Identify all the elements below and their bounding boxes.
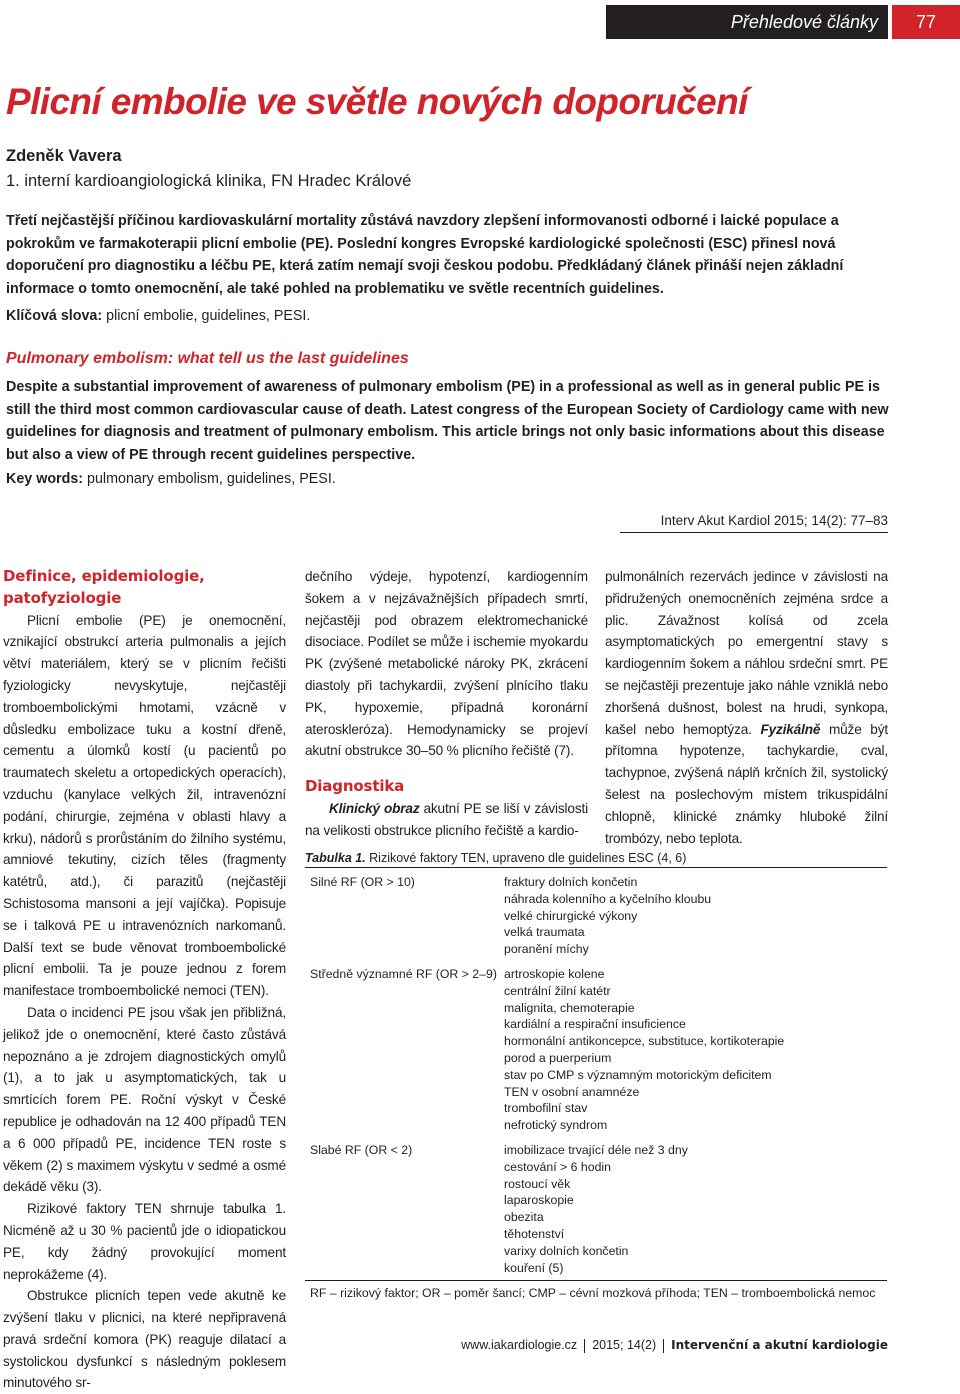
section-heading-definition: Definice, epidemiologie, patofyziologie [3, 567, 205, 607]
table-item: náhrada kolenního a kyčelního kloubu [504, 891, 712, 906]
footer-journal: Intervenční a akutní kardiologie [671, 1338, 888, 1352]
table-top-rule [305, 867, 887, 868]
table-item: nefrotický syndrom [504, 1118, 608, 1133]
footer-separator [584, 1339, 585, 1353]
keywords-en-value: pulmonary embolism, guidelines, PESI. [83, 471, 336, 487]
paragraph-text: akutní PE se liší v závislosti na velikosti obstrukce plicního řečiště a kardio- [305, 800, 588, 838]
table-item: hormonální antikoncepce, substituce, kortikoterapie [504, 1034, 785, 1049]
table-bottom-rule [305, 1280, 887, 1281]
table-group-items [504, 874, 711, 958]
abstract-cz: Třetí nejčastější příčinou kardiovaskulární mortality zůstává navzdory zlepšení informovanosti odborné i laické populace a pokrokům ve farmakoterapii plicní embolie (PE). Poslední kongres Evropské kardiologické společnosti (ESC) přinesl nová doporučení pro diagnostiku a léčbu PE, která zatím nemají svoji českou podobu. Předkládaný článek přináší nejen základní informace o tomto onemocnění, ale také pohled na problematiku ve světle recentních guidelines. [6, 213, 844, 297]
table-group-label: Slabé RF (OR < 2) [310, 1143, 413, 1157]
citation: Interv Akut Kardiol 2015; 14(2): 77–83 [660, 513, 888, 528]
table-group-label: Středně významné RF (OR > 2–9) [310, 967, 497, 981]
paragraph: dečního výdeje, hypotenzí, kardiogenním šokem a v nejzávažnějších případech smrtí, nejčastěji pod obrazem elektromechanické disociace. Podílet se může i ischemie myokardu PK (zvýšené metabolické nároky PK, zkrácení diastoly při tachykardii, zvýšení plnícího tlaku PK, hypoxemie, případná koronární ateroskleróza). Hemodynamicky se projeví akutní obstrukce 30–50 % plicního řečiště (7). [305, 569, 588, 759]
paragraph: Plicní embolie (PE) je onemocnění, vznikající obstrukcí arteria pulmonalis a jejích větví materiálem, který se v plicním řečišti fyziologicky nevyskytuje, nejčastěji tromboembolickými hmotami, vzácně v důsledku embolizace tuku a kostní dřeně, cementu a úlomků kostí (u pacientů po traumatech skeletu a ortopedických operacích), vzduchu (kanylace velkých žil, intravenózní podání, chirurgie, zejména v oblasti hlavy a krku), nádorů s prorůstáním do žilního systému, amniové tekutiny, cizích těles (fragmenty katétrů, atd.), či parazitů (nejčastěji Schistosoma mansoni a její vajíčka). Popisuje se i talková PE u intravenózních narkomanů. Další text se bude věnovat tromboembolické plicní embolii. Ta je pouze jednou z forem manifestace tromboembolické nemoci (TEN). [3, 612, 286, 999]
paragraph-text: pulmonálních rezervách jedince v závislosti na přidružených onemocněních zejména srdce a plic. Závažnost kolísá od zcela asymptomatických po emergentní stavy s kardiogenním šokem a náhlou srdeční smrt. PE se nejčastěji prezentuje jako náhle vzniklá nebo zhoršená dušnost, bolest na hrudi, synkopa, kašel nebo hemoptýza. [605, 569, 888, 737]
column-3 [605, 566, 888, 849]
english-title: Pulmonary embolism: what tell us the last guidelines [6, 350, 409, 367]
affiliation: 1. interní kardioangiologická klinika, FN Hradec Králové [6, 172, 412, 190]
keywords-cz-value: plicní embolie, guidelines, PESI. [102, 308, 311, 324]
table-item: těhotenství [504, 1226, 565, 1241]
footer-separator [663, 1339, 664, 1353]
table-item: stav po CMP s významným motorickým deficitem [504, 1067, 772, 1082]
table-item: varixy dolních končetin [504, 1243, 629, 1258]
paragraph: Data o incidenci PE jsou však jen přibližná, jelikož jde o onemocnění, které často zůstává nepoznáno a je zdrojem diagnostických omylů (1), a to jak u asymptomatických, tak u smrtících forem PE. Roční výskyt v České republice je odhadován na 12 400 případů TEN a 6 000 případů PE, incidence TEN roste s věkem (2) s maximem výskytu v sedmé a osmé dekádě věku (3). [3, 1004, 286, 1195]
table-item: cestování > 6 hodin [504, 1159, 611, 1174]
table-group-items [504, 966, 784, 1134]
abstract-en: Despite a substantial improvement of awareness of pulmonary embolism (PE) in a professional as well as in general public PE is still the third most common cardiovascular cause of death. Latest congress of the European Society of Cardiology came with new guidelines for diagnosis and treatment of pulmonary embolism. This article brings not only basic informations about this disease but also a view of PE through recent guidelines perspective. [6, 379, 889, 463]
page-number: 77 [915, 12, 937, 32]
table-item: trombofilní stav [504, 1101, 588, 1116]
table-item: kardiální a respirační insuficience [504, 1017, 686, 1032]
emphasis-physical: Fyzikálně [760, 721, 821, 737]
table-caption-label: Tabulka 1. [305, 851, 366, 865]
column-1 [3, 566, 286, 1394]
footer-issue: 2015; 14(2) [592, 1338, 657, 1352]
table-item: artroskopie kolene [504, 967, 605, 981]
emphasis-clinical: Klinický obraz [329, 800, 420, 816]
section-label: Přehledové články [730, 12, 878, 32]
table-item: kouření (5) [504, 1260, 564, 1275]
table-item: imobilizace trvající déle než 3 dny [504, 1143, 688, 1157]
table-caption [305, 849, 686, 867]
keywords-en [6, 468, 336, 490]
table-group-label: Silné RF (OR > 10) [310, 875, 415, 889]
table-item: velké chirurgické výkony [504, 908, 638, 923]
keywords-en-label: Key words: [6, 471, 84, 487]
keywords-cz-label: Klíčová slova: [6, 308, 103, 324]
page-number-box [892, 5, 960, 39]
article-title: Plicní embolie ve světle nových doporučení [6, 81, 748, 122]
table-item: obezita [504, 1210, 544, 1225]
table-item: laparoskopie [504, 1193, 574, 1208]
table-item: centrální žilní katétr [504, 983, 611, 998]
footer-url[interactable]: www.iakardiologie.cz [461, 1338, 578, 1352]
paragraph: Obstrukce plicních tepen vede akutně ke zvýšení tlaku v plicnici, na které nepřipravená pravá srdeční komora (PK) reaguje dilatací a systolickou dysfunkcí s následným poklesem minutového sr- [3, 1288, 286, 1391]
table-item: TEN v osobní anamnéze [504, 1084, 640, 1099]
citation-rule [620, 532, 888, 533]
paragraph [305, 798, 588, 842]
paragraph: Rizikové faktory TEN shrnuje tabulka 1. Nicméně až u 30 % pacientů jde o idiopatickou PE, kdy žádný provokující moment neprokážeme (4). [3, 1201, 286, 1282]
table-caption-text: Rizikové faktory TEN, upraveno dle guidelines ESC (4, 6) [365, 851, 687, 865]
table-item: poranění míchy [504, 942, 589, 957]
table-group-items [504, 1142, 688, 1276]
author: Zdeněk Vavera [6, 147, 122, 165]
column-2 [305, 566, 588, 842]
table-item: rostoucí věk [504, 1176, 571, 1191]
keywords-cz [6, 305, 310, 327]
table-item: fraktury dolních končetin [504, 875, 638, 889]
table-item: malignita, chemoterapie [504, 1000, 635, 1015]
section-header [606, 5, 888, 39]
paragraph-text: může být přítomna hypotenze, tachykardie, cval, tachypnoe, zvýšená náplň krčních žil, systolický šelest na poslechovým místem trikuspidální chlopně, klinické známky hluboké žilní trombózy, nebo teplota. [605, 721, 888, 846]
section-heading-diagnostics: Diagnostika [305, 777, 405, 796]
page-footer [461, 1336, 888, 1354]
table-item: velká traumata [504, 925, 585, 940]
table-item: porod a puerperium [504, 1050, 612, 1065]
paragraph [605, 566, 888, 849]
table-footnote: RF – rizikový faktor; OR – poměr šancí; CMP – cévní mozková příhoda; TEN – tromboembolická nemoc [310, 1286, 876, 1300]
